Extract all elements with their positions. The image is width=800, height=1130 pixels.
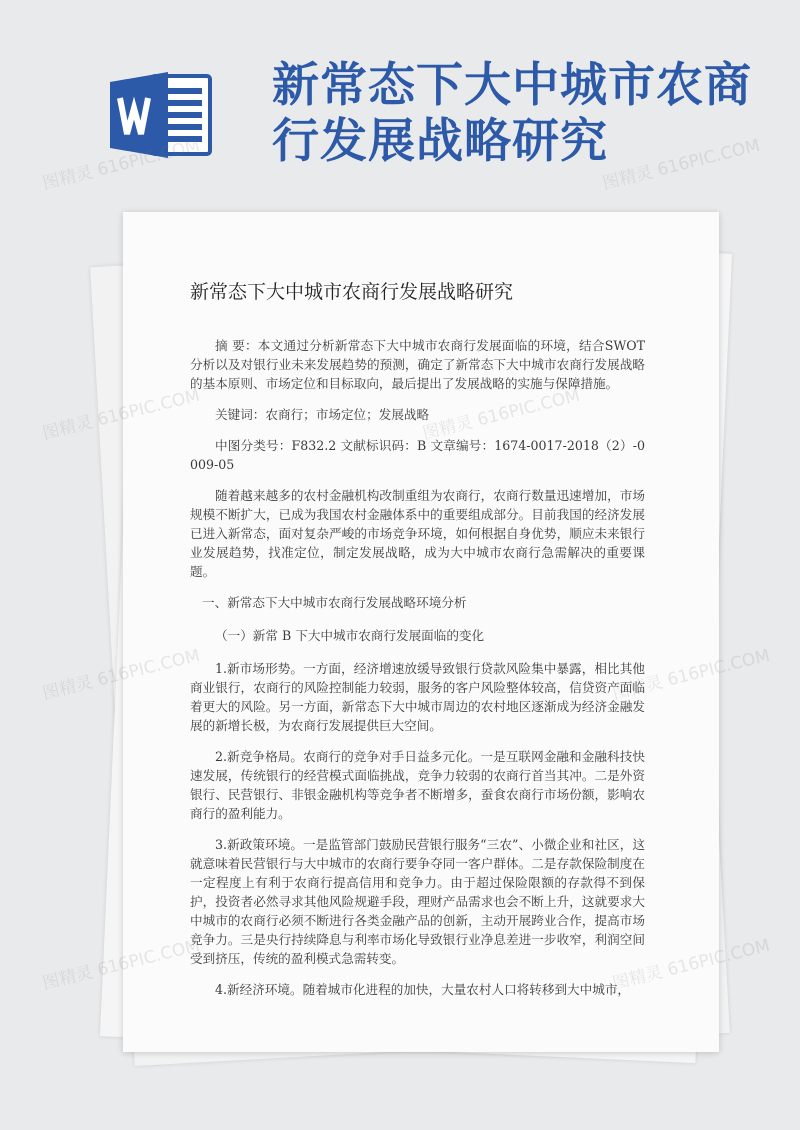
subsection-heading-1: （一）新常 B 下大中城市农商行发展面临的变化 <box>215 628 485 643</box>
watermark: 图精灵 <box>40 962 95 995</box>
document-content <box>190 278 645 1011</box>
body-paragraph-1: 1.新市场形势。一方面，经济增速放缓导致银行贷款风险集中暴露，相比其他商业银行，农商行的风险控制能力较弱，服务的客户风险整体较高，信贷资产面临着更大的风险。另一方面，新常态下大中城市周边的农村地区逐渐成为经济金融发展的新增长极，为农商行发展提供巨大空间。 <box>190 661 645 733</box>
classification-line: 中图分类号：F832.2 文献标识码：B 文章编号：1674-0017-2018（2）-0009-05 <box>190 438 645 472</box>
word-document-icon <box>108 70 214 160</box>
watermark: 图精灵 616PIC.COM <box>40 135 202 195</box>
body-paragraph-3: 3.新政策环境。一是监管部门鼓励民营银行服务“三农”、小微企业和社区，这就意味着民营银行与大中城市的农商行要争夺同一客户群体。二是存款保险制度在一定程度上有利于农商行提高信用和竞争力。由于超过保险限额的存款得不到保护，投资者必然寻求其他风险规避手段，理财产品需求也会不断上升，这就要求大中城市的农商行必须不断进行各类金融产品的创新，主动开展跨业合作，提高市场竞争力。三是央行持续降息与利率市场化导致银行业净息差进一步收窄，利润空间受到挤压，传统的盈利模式急需转变。 <box>190 837 645 966</box>
watermark: 图精灵 <box>40 672 95 705</box>
page-header-title: 新常态下大中城市农商行发展战略研究 <box>272 58 752 169</box>
abstract-paragraph: 摘 要：本文通过分析新常态下大中城市农商行发展面临的环境，结合SWOT分析以及对银行业未来发展趋势的预测，确定了新常态下大中城市农商行发展战略的基本原则、市场定位和目标取向，最后提出了发展战略的实施与保障措施。 <box>190 338 645 391</box>
section-heading-1: 一、新常态下大中城市农商行发展战略环境分析 <box>202 595 467 610</box>
body-paragraph-2: 2.新竞争格局。农商行的竞争对手日益多元化。一是互联网金融和金融科技快速发展，传统银行的经营模式面临挑战，竞争力较弱的农商行首当其冲。二是外资银行、民营银行、非银金融机构等竞争者不断增多，蚕食农商行市场份额，影响农商行的盈利能力。 <box>190 749 645 821</box>
document-title: 新常态下大中城市农商行发展战略研究 <box>190 281 514 303</box>
watermark: 图精灵 616PIC.COM <box>600 135 762 195</box>
intro-paragraph: 随着越来越多的农村金融机构改制重组为农商行，农商行数量迅速增加，市场规模不断扩大，已成为我国农村金融体系中的重要组成部分。目前我国的经济发展已进入新常态，面对复杂严峻的市场竞争环境，如何根据自身优势，顺应未来银行业发展趋势，找准定位，制定发展战略，成为大中城市农商行急需解决的重要课题。 <box>190 488 645 579</box>
watermark: 图精灵 <box>40 412 95 445</box>
body-paragraph-4: 4.新经济环境。随着城市化进程的加快，大量农村人口将转移到大中城市， <box>215 982 631 997</box>
keywords-line: 关键词：农商行；市场定位；发展战略 <box>215 407 430 422</box>
